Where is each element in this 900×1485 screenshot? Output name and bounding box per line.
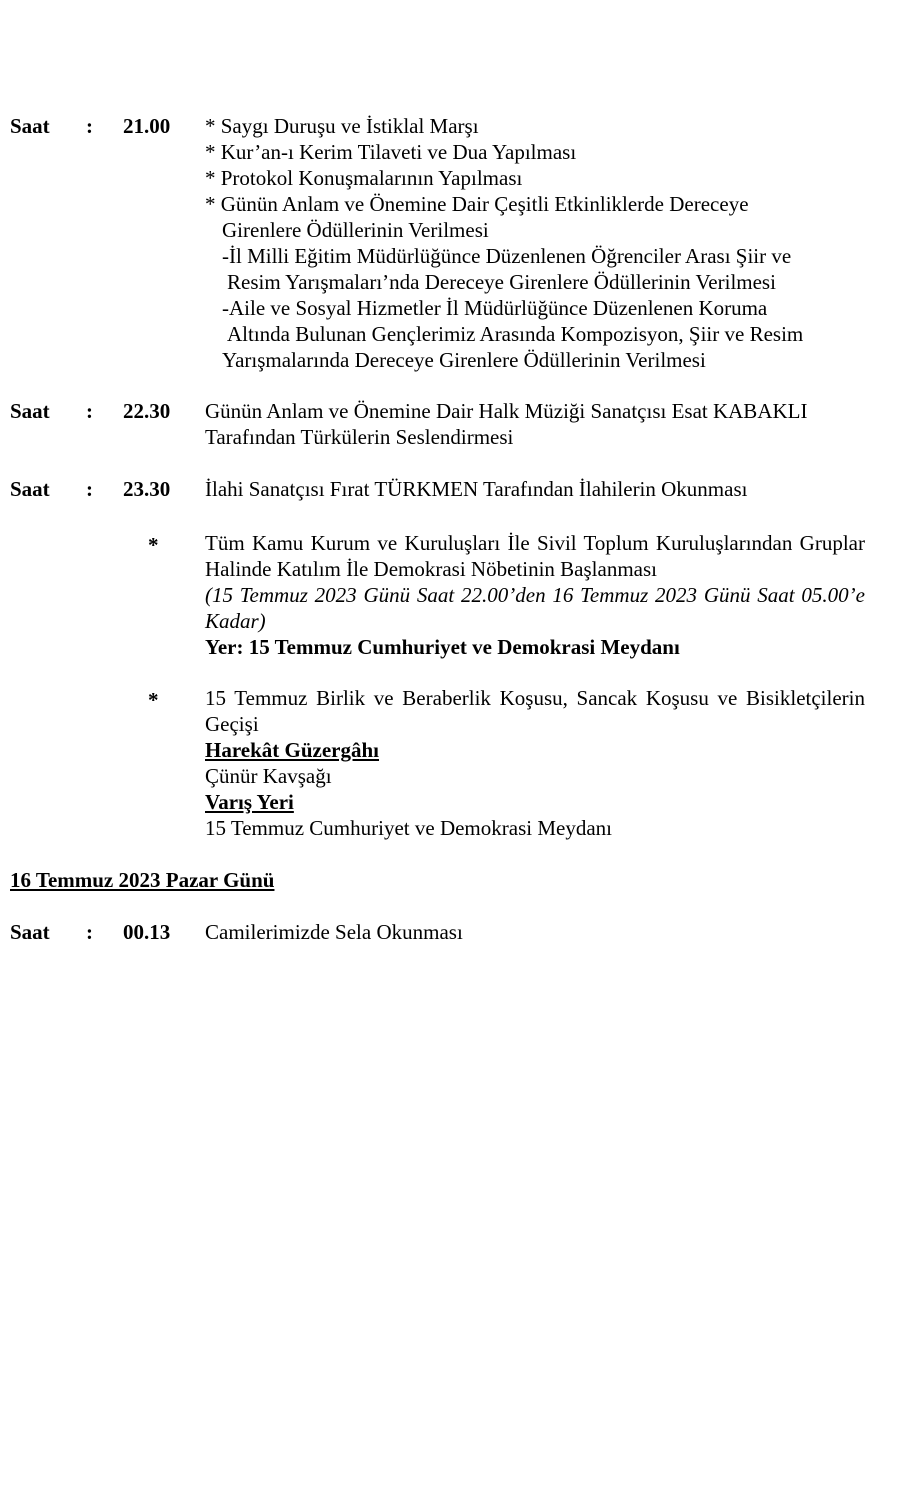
entry-content bbox=[205, 398, 865, 450]
time-value: 22.30 bbox=[123, 399, 171, 423]
entry-line: * Kur’an-ı Kerim Tilaveti ve Dua Yapılması bbox=[205, 140, 577, 164]
entry-line: Tarafından Türkülerin Seslendirmesi bbox=[205, 425, 514, 449]
entry-line: Altında Bulunan Gençlerimiz Arasında Kompozisyon, Şiir ve Resim bbox=[227, 322, 804, 346]
entry-line: -İl Milli Eğitim Müdürlüğünce Düzenlenen Öğrenciler Arası Şiir ve bbox=[222, 244, 792, 268]
entry-line: * Saygı Duruşu ve İstiklal Marşı bbox=[205, 114, 479, 138]
entry-content bbox=[205, 919, 865, 945]
item-content bbox=[205, 530, 865, 660]
route-value: Çünür Kavşağı bbox=[205, 764, 332, 788]
colon: : bbox=[86, 477, 93, 501]
finish-value: 15 Temmuz Cumhuriyet ve Demokrasi Meydanı bbox=[205, 816, 612, 840]
entry-content bbox=[205, 113, 865, 373]
entry-line: İlahi Sanatçısı Fırat TÜRKMEN Tarafından İlahilerin Okunması bbox=[205, 477, 748, 501]
day-heading: 16 Temmuz 2023 Pazar Günü bbox=[10, 868, 275, 892]
entry-line: Günün Anlam ve Önemine Dair Halk Müziği Sanatçısı Esat KABAKLI bbox=[205, 399, 808, 423]
route-heading: Harekât Güzergâhı bbox=[205, 738, 380, 762]
entry-line: * Protokol Konuşmalarının Yapılması bbox=[205, 166, 523, 190]
time-value: 21.00 bbox=[123, 114, 171, 138]
schedule-entry-2330 bbox=[10, 476, 865, 502]
item-content bbox=[205, 685, 865, 841]
saat-label: Saat bbox=[10, 114, 50, 138]
time-value: 00.13 bbox=[123, 920, 171, 944]
schedule-entry-2230 bbox=[10, 398, 865, 450]
item-text: 15 Temmuz Birlik ve Beraberlik Koşusu, Sancak Koşusu ve Bisikletçilerin Geçişi bbox=[205, 686, 865, 736]
entry-line: Resim Yarışmaları’nda Dereceye Girenlere Ödüllerinin Verilmesi bbox=[227, 270, 776, 294]
saat-label: Saat bbox=[10, 920, 50, 944]
saat-label: Saat bbox=[10, 399, 50, 423]
time-value: 23.30 bbox=[123, 477, 171, 501]
item-place: Yer: 15 Temmuz Cumhuriyet ve Demokrasi Meydanı bbox=[205, 635, 680, 659]
bullet-asterisk: * bbox=[148, 533, 159, 557]
entry-line: -Aile ve Sosyal Hizmetler İl Müdürlüğünce Düzenlenen Koruma bbox=[222, 296, 768, 320]
saat-label: Saat bbox=[10, 477, 50, 501]
bullet-item-unity-run bbox=[10, 685, 865, 841]
colon: : bbox=[86, 399, 93, 423]
entry-line: Girenlere Ödüllerinin Verilmesi bbox=[222, 218, 489, 242]
entry-line: * Günün Anlam ve Önemine Dair Çeşitli Etkinliklerde Dereceye bbox=[205, 192, 749, 216]
entry-line: Yarışmalarında Dereceye Girenlere Ödüllerinin Verilmesi bbox=[222, 348, 706, 372]
item-note: (15 Temmuz 2023 Günü Saat 22.00’den 16 Temmuz 2023 Günü Saat 05.00’e Kadar) bbox=[205, 583, 865, 633]
schedule-entry-2100 bbox=[10, 113, 865, 373]
schedule-entry-0013 bbox=[10, 919, 865, 945]
colon: : bbox=[86, 920, 93, 944]
bullet-item-democracy-watch bbox=[10, 530, 865, 660]
entry-line: Camilerimizde Sela Okunması bbox=[205, 920, 463, 944]
entry-content bbox=[205, 476, 865, 502]
colon: : bbox=[86, 114, 93, 138]
finish-heading: Varış Yeri bbox=[205, 790, 294, 814]
bullet-asterisk: * bbox=[148, 688, 159, 712]
item-text: Tüm Kamu Kurum ve Kuruluşları İle Sivil Toplum Kuruluşlarından Gruplar Halinde Katılım İle Demokrasi Nöbetinin Başlanması bbox=[205, 531, 865, 581]
